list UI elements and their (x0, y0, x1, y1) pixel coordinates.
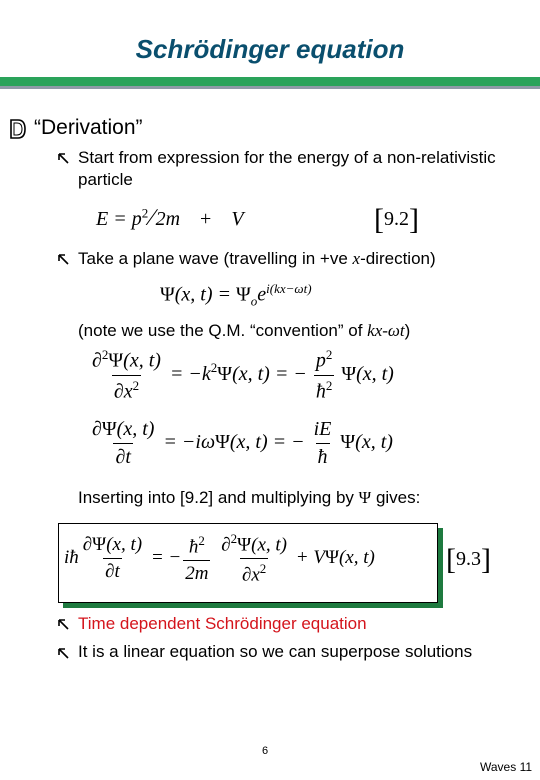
equation-first-derivative-t: $\frac{\partial\Psi(x, t)}{\partial t}$ = −iωΨ(x, t) = − $\frac{iE}{ħ}$ Ψ(x, t) (92, 418, 393, 468)
title-divider-green (0, 77, 540, 86)
footer-label: Waves 11 (480, 760, 533, 774)
section-bullet-icon (8, 118, 28, 145)
inserting-text-post: gives: (371, 488, 421, 507)
equation-tag-9-3-text: 9.3 (456, 548, 481, 570)
bullet-plane-wave-pre: Take a plane wave (travelling in +ve (78, 249, 353, 268)
bullet-linear-equation: It is a linear equation so we can superpose solutions (78, 642, 473, 661)
equation-tag-9-2-text: 9.2 (384, 208, 409, 230)
equation-plane-wave: Ψ(x, $t) = \Psi_oe^{i(kx-\omega t)}$ (160, 281, 312, 309)
equation-second-derivative-x: $\frac{\partial^2\Psi(x, t)}{\partial x^2}$ = $-k^2\Psi(x$, t) = − $\frac{p^2}{ħ^2}$ Ψ(x, t) (92, 347, 394, 403)
inserting-text (78, 487, 420, 509)
page-number: 6 (262, 745, 269, 757)
bullet-arrow-icon (56, 151, 70, 170)
bullet-plane-wave-var: x (352, 249, 361, 268)
section-heading: “Derivation” (34, 116, 143, 139)
bullet-arrow-icon (56, 617, 70, 636)
equation-schrodinger: iħ $\frac{\partial\Psi(x, t)}{\partial t}$ = − $\frac{ħ^2}{2m}$ $\frac{\partial^2\Psi(x, t)}{\partial x^2}$ + VΨ(x, t) (64, 531, 375, 586)
bullet-arrow-icon (56, 252, 70, 271)
slide-title: Schrödinger equation (135, 34, 405, 64)
bullet-arrow-icon (56, 646, 70, 665)
bullet-energy-expression: Start from expression for the energy of a non-relativistic particle (78, 148, 496, 190)
equation-energy: $E = p^2$ ∕ 2m + V (96, 205, 244, 231)
inserting-text-pre: Inserting into [9.2] and multiplying by (78, 488, 359, 507)
title-divider-grey (0, 86, 540, 89)
bullet-time-dependent: Time dependent Schrödinger equation (78, 614, 367, 633)
equation-tag-9-3: [9.3] (446, 543, 491, 576)
convention-note-var: kx-ωt (367, 321, 405, 340)
bullet-plane-wave-post: -direction) (360, 249, 436, 268)
bullet-plane-wave (78, 248, 436, 270)
convention-note-post: ) (404, 321, 411, 340)
convention-note (78, 320, 410, 342)
inserting-psi-symbol: Ψ (358, 488, 372, 507)
equation-tag-9-2: [9.2] (374, 203, 419, 236)
convention-note-pre: (note we use the Q.M. “convention” of (78, 321, 368, 340)
